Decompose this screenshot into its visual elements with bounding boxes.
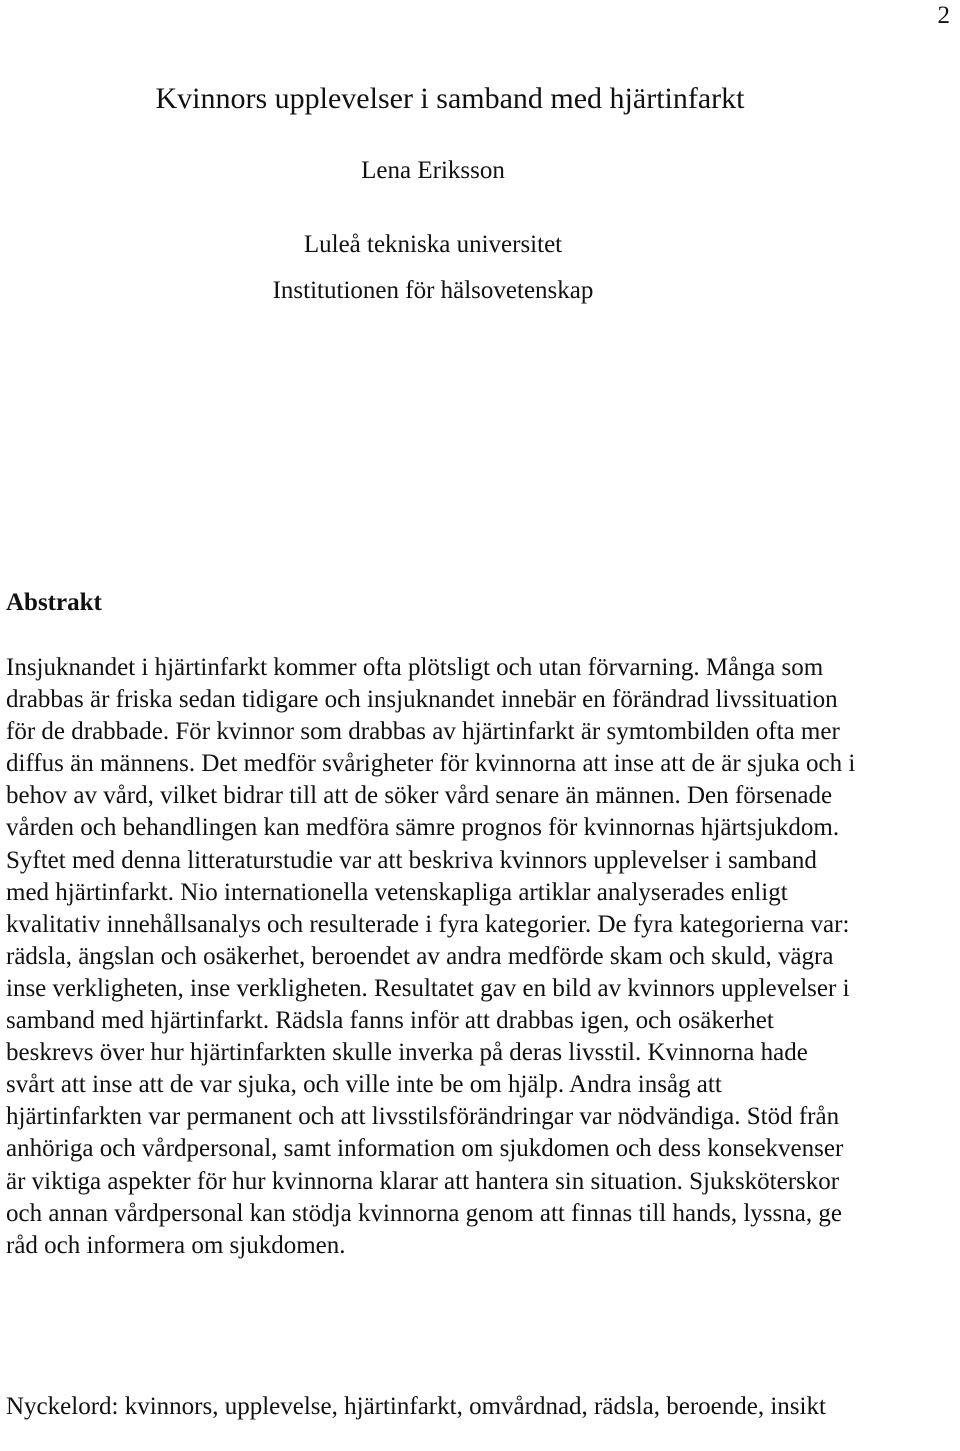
university-name: Luleå tekniska universitet [303, 231, 563, 258]
affiliation [0, 222, 866, 314]
keywords: Nyckelord: kvinnors, upplevelse, hjärtinfarkt, omvårdnad, rädsla, beroende, insikt [6, 1393, 826, 1420]
department-name: Institutionen för hälsovetenskap [272, 277, 594, 304]
author-name: Lena Eriksson [361, 157, 505, 184]
page-number: 2 [937, 2, 950, 29]
document-title: Kvinnors upplevelser i samband med hjärtinfarkt [155, 82, 745, 115]
abstract-heading: Abstrakt [6, 589, 102, 616]
abstract-body: Insjuknandet i hjärtinfarkt kommer ofta plötsligt och utan förvarning. Många som drabbas är friska sedan tidigare och insjuknandet innebär en förändrad livssituation för de drabbade. För kvinnor som drabbas av hjärtinfarkt är symtombilden ofta mer diffus än männens. Det medför svårigheter för kvinnorna att inse att de är sjuka och i behov av vård, vilket bidrar till att de söker vård senare än männen. Den försenade vården och behandlingen kan medföra sämre prognos för kvinnornas hjärtsjukdom. Syftet med denna litteraturstudie var att beskriva kvinnors upplevelser i samband med hjärtinfarkt. Nio internationella vetenskapliga artiklar analyserades enligt kvalitativ innehållsanalys och resulterade i fyra kategorier. De fyra kategorierna var: rädsla, ängslan och osäkerhet, beroendet av andra medförde skam och skuld, vägra inse verkligheten, inse verkligheten. Resultatet gav en bild av kvinnors upplevelser i samband med hjärtinfarkt. Rädsla fanns inför att drabbas igen, och osäkerhet beskrevs över hur hjärtinfarkten skulle inverka på deras livsstil. Kvinnorna hade svårt att inse att de var sjuka, och ville inte be om hjälp. Andra insåg att hjärtinfarkten var permanent och att livsstilsförändringar var nödvändiga. Stöd från anhöriga och vårdpersonal, samt information om sjukdomen och dess konsekvenser är viktiga aspekter för hur kvinnorna klarar att hantera sin situation. Sjuksköterskor och annan vårdpersonal kan stödja kvinnorna genom att finnas till hands, lyssna, ge råd och informera om sjukdomen. [6, 654, 856, 1259]
